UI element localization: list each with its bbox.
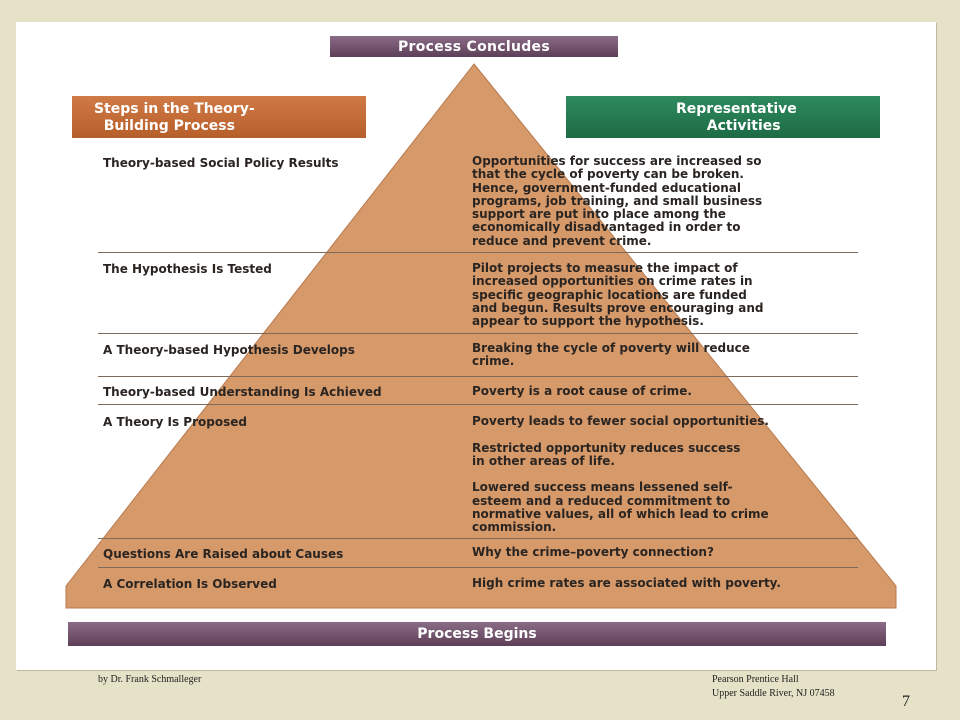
row-divider — [98, 252, 858, 253]
step-label: Theory-based Understanding Is Achieved — [103, 385, 382, 399]
footer-publisher: Pearson Prentice Hall — [712, 674, 799, 685]
row-divider — [98, 567, 858, 568]
activity-text: Poverty is a root cause of crime. — [472, 384, 692, 398]
header-steps — [72, 96, 366, 138]
page-number: 7 — [902, 693, 910, 710]
step-label: A Correlation Is Observed — [103, 577, 277, 591]
step-label: The Hypothesis Is Tested — [103, 262, 272, 276]
activity-text: Opportunities for success are increased so that the cycle of poverty can be broken. Hence, government-funded educational programs, job training, and small business support are put into place among the economically disadvantaged in order to reduce and prevent crime. — [472, 154, 763, 248]
row-divider — [98, 333, 858, 334]
row-divider — [98, 376, 858, 377]
step-label: Theory-based Social Policy Results — [103, 156, 339, 170]
bottom-bar-label: Process Begins — [417, 626, 537, 642]
footer-publisher-address: Upper Saddle River, NJ 07458 — [712, 688, 835, 699]
header-activities — [566, 96, 880, 138]
activity-text: Pilot projects to measure the impact of increased opportunities on crime rates in specific geographic locations are funded and begun. Results prove encouraging and appear to support the hypothesis. — [472, 261, 764, 329]
row-divider — [98, 404, 858, 405]
header-steps-label: Steps in the Theory- Building Process — [94, 101, 255, 134]
header-activities-label: Representative Activities — [676, 101, 797, 134]
activity-text: Poverty leads to fewer social opportunities. Restricted opportunity reduces success in other areas of life. Lowered success means lessened self- esteem and a reduced commitment to normative values, all of which lead to crime commission. — [472, 414, 769, 535]
step-label: A Theory Is Proposed — [103, 415, 247, 429]
process-concludes-bar — [330, 36, 618, 57]
footer-author: by Dr. Frank Schmalleger — [98, 674, 202, 685]
step-label: A Theory-based Hypothesis Develops — [103, 343, 355, 357]
activity-text: High crime rates are associated with poverty. — [472, 576, 781, 590]
activity-text: Breaking the cycle of poverty will reduce crime. — [472, 341, 750, 369]
top-bar-label: Process Concludes — [398, 38, 550, 55]
row-divider — [98, 538, 858, 539]
activity-text: Why the crime–poverty connection? — [472, 545, 714, 559]
process-begins-bar — [68, 622, 886, 646]
step-label: Questions Are Raised about Causes — [103, 547, 344, 561]
